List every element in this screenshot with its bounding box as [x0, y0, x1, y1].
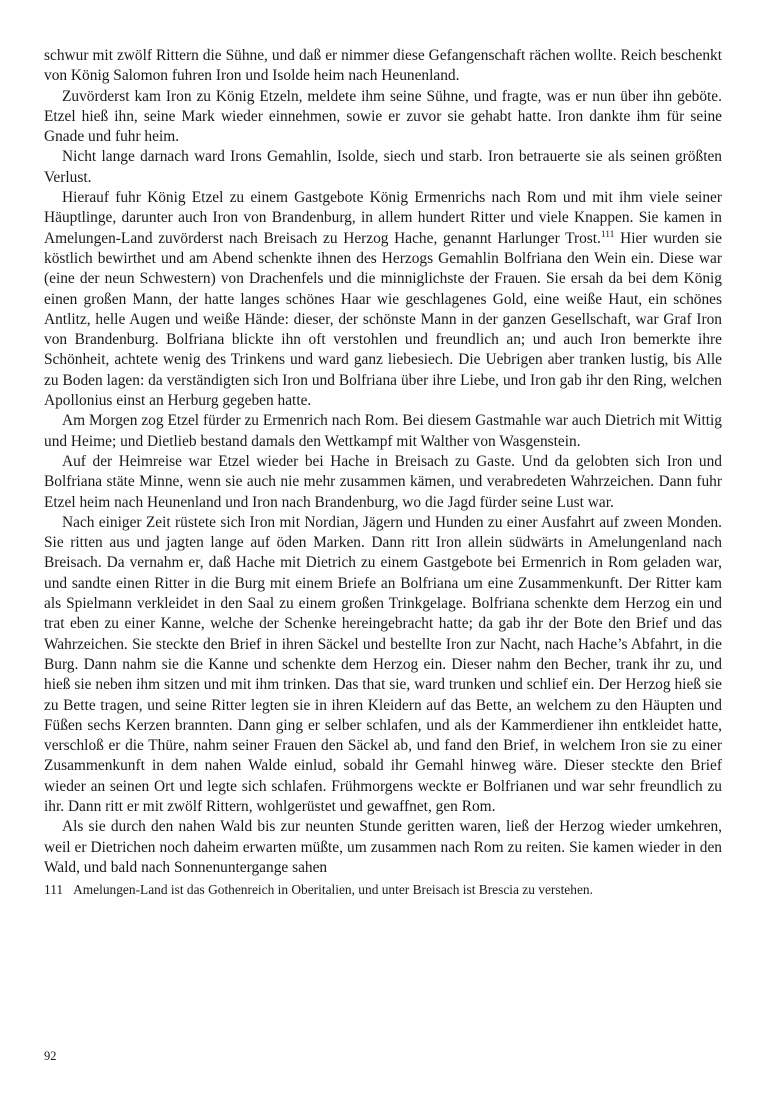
paragraph: Nach einiger Zeit rüstete sich Iron mit Nordian, Jägern und Hunden zu einer Ausfahrt auf zween Monden. Sie ritten aus und jagten lange auf öden Marken. Dann ritt Iron allein südwärts in Amelungenland nach Breisach. Da vernahm er, daß Hache mit Dietrich zu einem Gastgebote bei Ermenrich in Rom geladen war, und sandte einen Ritter in die Burg mit einem Briefe an Bolfriana um eine Zusammenkunft. Der Ritter kam als Spielmann verkleidet in den Saal zu einem großen Trinkgelage. Bolfriana schenkte dem Herzog ein und trat eben zu einer Kanne, welche der Schenke hereingebracht hatte; da gab ihr der Bote den Brief und das Wahrzeichen. Sie steckte den Brief in ihren Säckel und bestellte Iron zur Nacht, nach Hache’s Abfahrt, in die Burg. Dann nahm sie die Kanne und schenkte dem Herzog ein. Dieser nahm den Becher, trank ihr zu, und hieß sie neben ihm sitzen und mit ihm trinken. Das that sie, ward trunken und schlief ein. Der Herzog hieß sie zu Bette tragen, und seine Ritter legten sie in ihren Kleidern auf das Bette, an welchem zu den Häupten und Füßen sechs Kerzen brannten. Dann ging er selber schlafen, und als der Kammerdiener ihn entkleidet hatte, verschloß er die Thüre, nahm seiner Frauen den Säckel ab, und fand den Brief, in welchem Iron sie zu einer Zusammenkunft in dem nahen Walde einlud, sobald ihr Gemahl hinweg wäre. Dieser steckte den Brief wieder an seinen Ort und legte sich schlafen. Frühmorgens weckte er Bolfrianen und war sehr freundlich zu ihr. Dann ritt er mit zwölf Rittern, wohlgerüstet und gewaffnet, gen Rom.	[44, 513, 722, 815]
page-number: 92	[44, 1049, 57, 1063]
paragraph-text-after-note: Hier wurden sie köstlich bewirthet und am Abend schenkte ihnen des Herzogs Gemahlin Bolfriana den Wein ein. Diese war (eine der neun Schwestern) von Drachenfels und die minniglichste der Frauen. Sie ersah da bei dem König einen großen Mann, der hatte langes schönes Haar wie geschlagenes Gold, eine weiße Haut, ein schönes Antlitz, helle Augen und weiße Hände: dieser, der schönste Mann in der ganzen Gesellschaft, war Graf Iron von Brandenburg. Bolfriana blickte ihn oft verstohlen und freundlich an; und auch Iron bemerkte ihre Schönheit, achtete wenig des Trinkens und ward ganz liebesiech. Die Uebrigen aber tranken lustig, bis Alle zu Boden lagen: da verständigten sich Iron und Bolfriana über ihre Liebe, und Iron gab ihr den Ring, welchen Apollonius einst an Herburg gegeben hatte.	[44, 229, 722, 410]
paragraph: Am Morgen zog Etzel fürder zu Ermenrich nach Rom. Bei diesem Gastmahle war auch Dietrich mit Wittig und Heime; und Dietlieb bestand damals den Wettkampf mit Walther von Wasgenstein.	[44, 412, 722, 450]
paragraph: Zuvörderst kam Iron zu König Etzeln, meldete ihm seine Sühne, und fragte, was er nun über ihn geböte. Etzel hieß ihn, seine Mark wieder einnehmen, sowie er zuvor sie gehabt hatte. Iron dankte ihm für seine Gnade und fuhr heim.	[44, 87, 722, 146]
paragraph-text-before-note: Hierauf fuhr König Etzel zu einem Gastgebote König Ermenrichs nach Rom und mit ihm viele seiner Häuptlinge, darunter auch Iron von Brandenburg, in allem hundert Ritter und viele Knappen. Sie kamen in Amelungen-Land zuvörderst nach Breisach zu Herzog Hache, genannt Harlunger Trost.	[44, 189, 722, 247]
footnote-text: Amelungen-Land ist das Gothenreich in Oberitalien, und unter Breisach ist Brescia zu verstehen.	[73, 882, 593, 898]
footnote-number: 111	[44, 882, 64, 898]
page	[44, 46, 722, 899]
footnote	[44, 881, 722, 899]
paragraph: Als sie durch den nahen Wald bis zur neunten Stunde geritten waren, ließ der Herzog wieder umkehren, weil er Dietrichen noch daheim erwarten müßte, um zusammen nach Rom zu reiten. Sie kamen wieder in den Wald, und bald nach Sonnenuntergange sahen	[44, 818, 722, 876]
paragraph-with-footnote	[44, 188, 722, 411]
paragraph: Auf der Heimreise war Etzel wieder bei Hache in Breisach zu Gaste. Und da gelobten sich Iron und Bolfriana stäte Minne, wenn sie auch nie mehr zusammen kämen, und verabredeten Wahrzeichen. Dann fuhr Etzel heim nach Heunenland und Iron nach Brandenburg, wo die Jagd fürder seine Lust war.	[44, 452, 722, 511]
paragraph: Nicht lange darnach ward Irons Gemahlin, Isolde, siech und starb. Iron betrauerte sie als seinen größten Verlust.	[44, 148, 722, 186]
body-text	[44, 46, 722, 878]
footnote-reference: 111	[600, 229, 615, 240]
paragraph: schwur mit zwölf Rittern die Sühne, und daß er nimmer diese Gefangenschaft rächen wollte. Reich beschenkt von König Salomon fuhren Iron und Isolde heim nach Heunenland.	[44, 47, 722, 85]
